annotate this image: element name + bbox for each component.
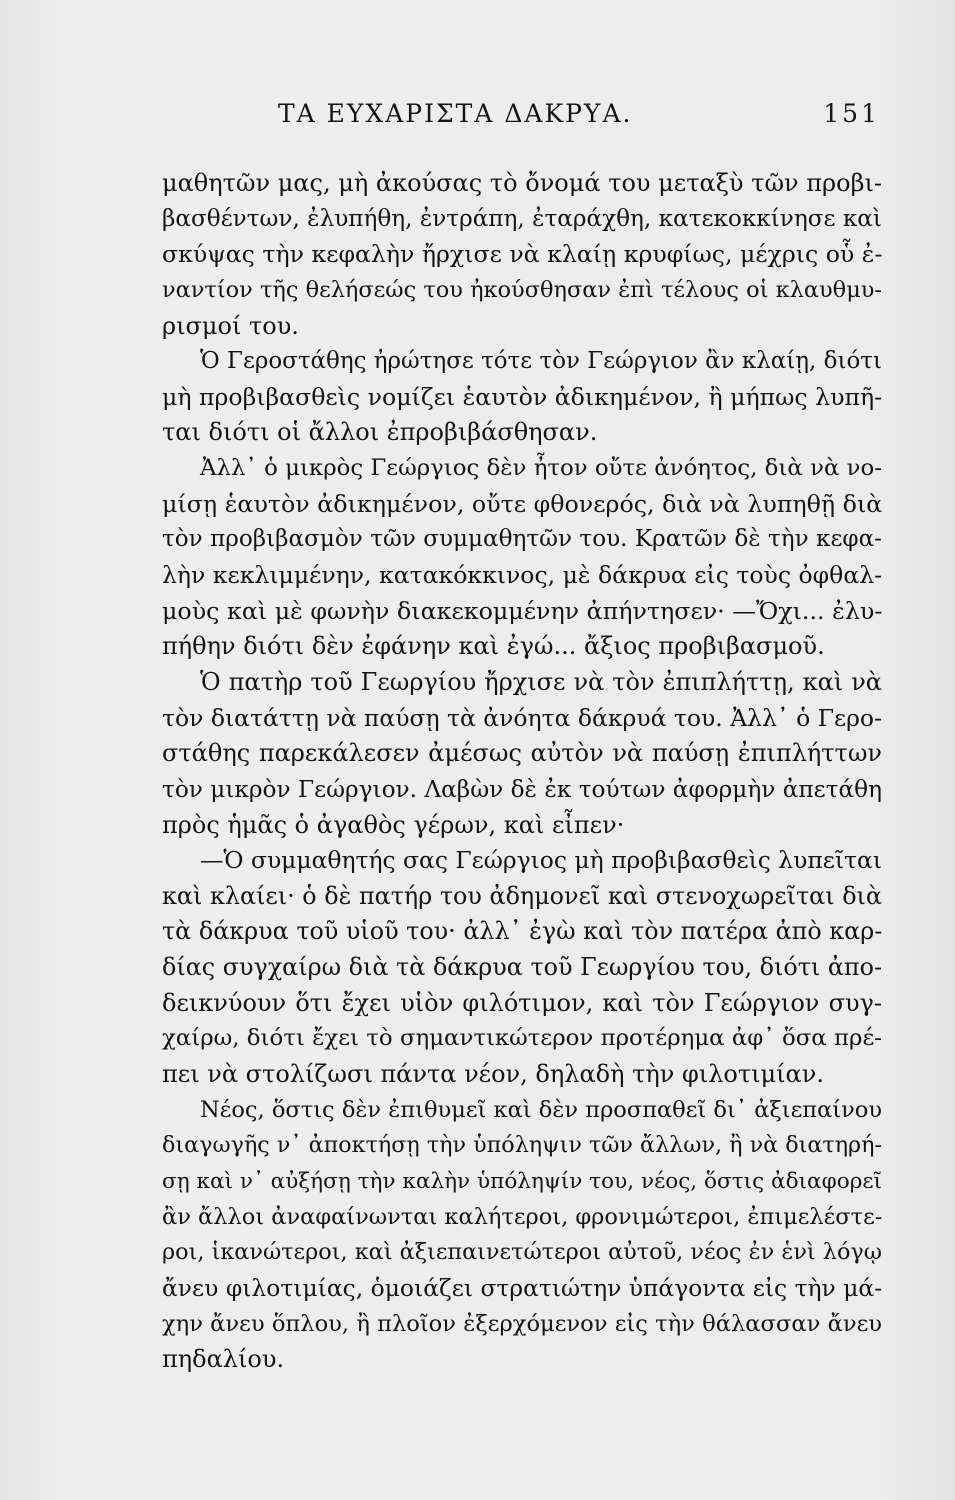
text-line: δίας συγχαίρω διὰ τὰ δάκρυα τοῦ Γεωργίου του, διότι ἀπο- bbox=[162, 953, 882, 982]
text-line: ροι, ἱκανώτεροι, καὶ ἀξιεπαινετώτεροι αὐτοῦ, νέος ἐν ἑνὶ λόγῳ bbox=[162, 1239, 882, 1266]
text-line: σῃ καὶ ν᾽ αὐξήσῃ τὴν καλὴν ὑπόληψίν του, νέος, ὅστις ἀδιαφορεῖ bbox=[162, 1168, 882, 1194]
text-line: τὸν προβιβασμὸν τῶν συμμαθητῶν του. Κρατῶν δὲ τὴν κεφα- bbox=[162, 526, 882, 553]
text-line: ναντίον τῆς θελήσεώς του ἠκούσθησαν ἐπὶ τέλους οἱ κλαυθμυ- bbox=[162, 276, 882, 303]
text-line: ρισμοί του. bbox=[162, 311, 299, 340]
text-line: ται διότι οἱ ἄλλοι ἐπροβιβάσθησαν. bbox=[162, 418, 598, 447]
text-line: πρὸς ἡμᾶς ὁ ἀγαθὸς γέρων, καὶ εἶπεν· bbox=[162, 810, 625, 839]
text-line: καὶ κλαίει· ὁ δὲ πατήρ του ἀδημονεῖ καὶ στενοχωρεῖται διὰ bbox=[162, 881, 882, 910]
text-line: μοὺς καὶ μὲ φωνὴν διακεκομμένην ἀπήντησεν· —Ὄχι... ἐλυ- bbox=[162, 596, 882, 625]
text-line: ἂν ἄλλοι ἀναφαίνωνται καλήτεροι, φρονιμώτεροι, ἐπιμελέστε- bbox=[162, 1203, 882, 1230]
text-line: μίσῃ ἑαυτὸν ἀδικημένον, οὔτε φθονερός, διὰ νὰ λυπηθῇ διὰ bbox=[162, 489, 882, 518]
page-number: 151 bbox=[823, 99, 880, 128]
text-line: —Ὁ συμμαθητής σας Γεώργιος μὴ προβιβασθεὶς λυπεῖται bbox=[200, 846, 882, 875]
text-line: χαίρω, διότι ἔχει τὸ σημαντικώτερον προτέρημα ἀφ᾽ ὅσα πρέ- bbox=[162, 1025, 882, 1052]
text-line: δεικνύουν ὅτι ἔχει υἱὸν φιλότιμον, καὶ τὸν Γεώργιον συγ- bbox=[162, 988, 882, 1017]
text-line: ἄνευ φιλοτιμίας, ὁμοιάζει στρατιώτην ὑπάγοντα εἰς τὴν μά- bbox=[162, 1273, 882, 1302]
text-line: χην ἄνευ ὅπλου, ἢ πλοῖον ἐξερχόμενον εἰς τὴν θάλασσαν ἄνευ bbox=[162, 1310, 882, 1337]
text-line: σκύψας τὴν κεφαλὴν ἤρχισε νὰ κλαίῃ κρυφίως, μέχρις οὗ ἐ- bbox=[162, 240, 882, 269]
text-line: μαθητῶν μας, μὴ ἀκούσας τὸ ὄνομά του μεταξὺ τῶν προβι- bbox=[162, 169, 882, 197]
text-line: στάθης παρεκάλεσεν ἀμέσως αὐτὸν νὰ παύσῃ ἐπιπλήττων bbox=[162, 739, 882, 768]
running-title: ΤΑ ΕΥΧΑΡΙΣΤΑ ΔΑΚΡΥΑ. bbox=[278, 99, 633, 128]
text-line: Ὁ Γεροστάθης ἠρώτησε τότε τὸν Γεώργιον ἂν κλαίῃ, διότι bbox=[200, 348, 882, 375]
text-line: Ἀλλ᾽ ὁ μικρὸς Γεώργιος δὲν ἦτον οὔτε ἀνόητος, διὰ νὰ νο- bbox=[200, 455, 882, 482]
text-line: μὴ προβιβασθεὶς νομίζει ἑαυτὸν ἀδικημένον, ἢ μήπως λυπῆ- bbox=[162, 382, 882, 411]
text-line: λὴν κεκλιμμένην, κατακόκκινος, μὲ δάκρυα εἰς τοὺς ὀφθαλ- bbox=[162, 561, 882, 590]
text-line: τὰ δάκρυα τοῦ υἱοῦ του· ἀλλ᾽ ἐγὼ καὶ τὸν πατέρα ἀπὸ καρ- bbox=[162, 917, 882, 946]
text-line: τὸν διατάττῃ νὰ παύσῃ τὰ ἀνόητα δάκρυά του. Ἀλλ᾽ ὁ Γερο- bbox=[162, 703, 882, 732]
text-line: Ὁ πατὴρ τοῦ Γεωργίου ἤρχισε νὰ τὸν ἐπιπλήττῃ, καὶ νὰ bbox=[200, 667, 882, 696]
text-line: βασθέντων, ἐλυπήθη, ἐντράπη, ἐταράχθη, κατεκοκκίνησε καὶ bbox=[162, 205, 882, 232]
text-line: διαγωγῆς ν᾽ ἀποκτήσῃ τὴν ὑπόληψιν τῶν ἄλλων, ἢ νὰ διατηρή- bbox=[162, 1132, 882, 1159]
body-text bbox=[162, 166, 882, 1378]
text-line: πήθην διότι δὲν ἐφάνην καὶ ἐγώ... ἄξιος προβιβασμοῦ. bbox=[162, 632, 825, 661]
text-line: Νέος, ὅστις δὲν ἐπιθυμεῖ καὶ δὲν προσπαθεῖ δι᾽ ἀξιεπαίνου bbox=[200, 1096, 882, 1123]
page-header bbox=[160, 96, 880, 132]
text-line: πηδαλίου. bbox=[162, 1345, 285, 1374]
text-line: τὸν μικρὸν Γεώργιον. Λαβὼν δὲ ἐκ τούτων ἀφορμὴν ἀπετάθη bbox=[162, 775, 882, 803]
text-line: πει νὰ στολίζωσι πάντα νέον, δηλαδὴ τὴν φιλοτιμίαν. bbox=[162, 1060, 824, 1089]
